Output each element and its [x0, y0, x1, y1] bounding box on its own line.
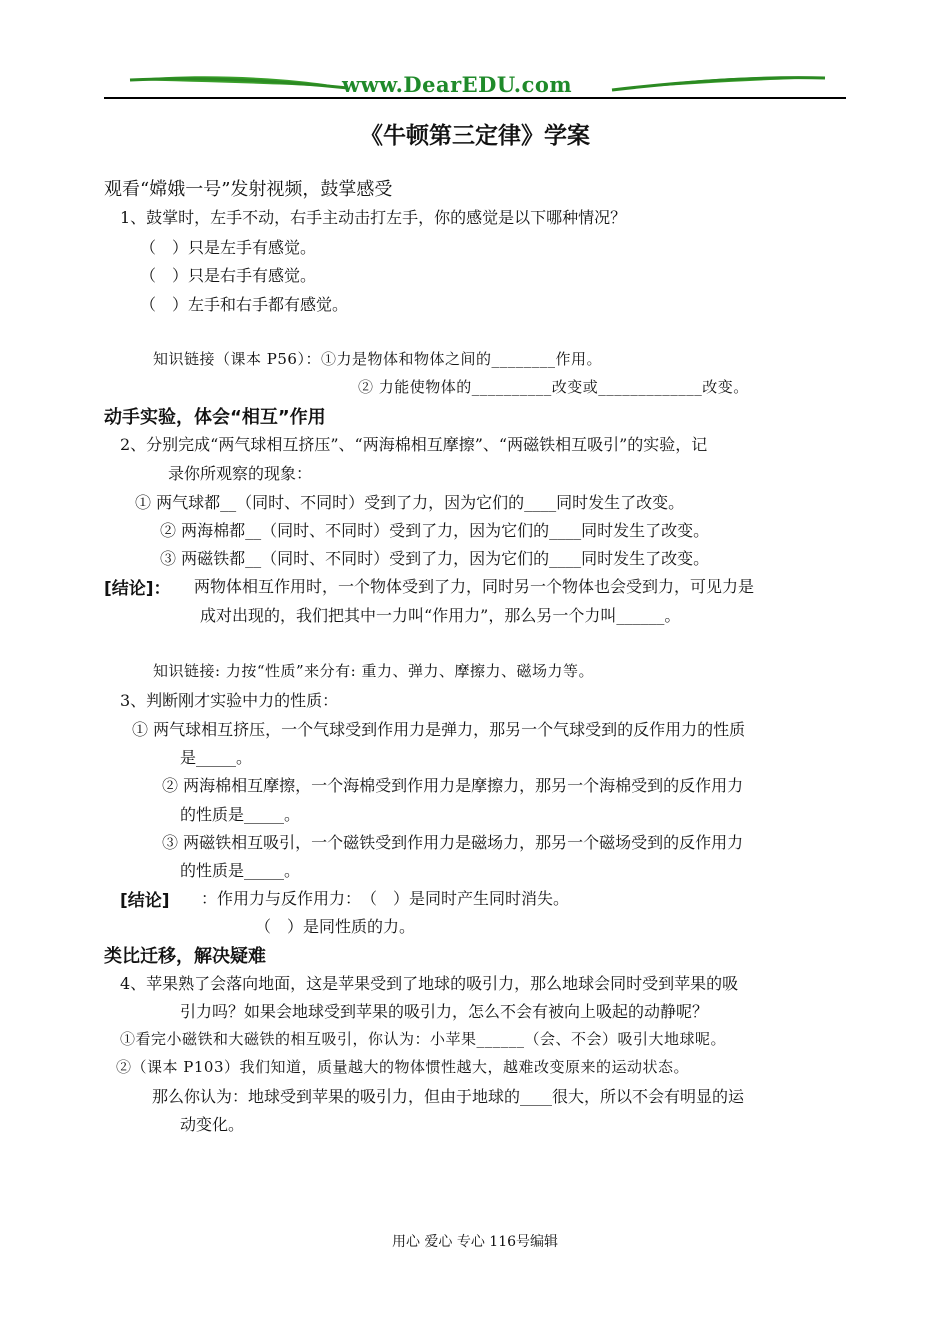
experiment-item-3: ③ 两磁铁都__（同时、不同时）受到了力，因为它们的____同时发生了改变。 [160, 549, 710, 568]
experiment-item-1: ① 两气球都__（同时、不同时）受到了力，因为它们的____同时发生了改变。 [135, 493, 685, 512]
conclusion-label-2: [结论] [120, 891, 170, 911]
section-heading-3: 类比迁移，解决疑难 [104, 946, 266, 967]
question-4-line1: 4、苹果熟了会落向地面，这是苹果受到了地球的吸引力，那么地球会同时受到苹果的吸 [120, 974, 739, 993]
option-3: （ ）左手和右手都有感觉。 [140, 295, 349, 314]
property-item-2-line2: 的性质是_____。 [180, 805, 301, 824]
question-1: 1、鼓掌时，左手不动，右手主动击打左手，你的感觉是以下哪种情况？ [120, 208, 627, 227]
logo-text: www.DearEDU.com [342, 72, 573, 97]
conclusion-1-line2: 成对出现的，我们把其中一力叫“作用力”，那么另一个力叫______。 [200, 606, 681, 625]
property-item-1-line1: ① 两气球相互挤压，一个气球受到作用力是弹力，那另一个气球受到的反作用力的性质 [132, 720, 746, 739]
analogy-item-2: ②（课本 P103）我们知道，质量越大的物体惯性越大，越难改变原来的运动状态。 [116, 1058, 689, 1076]
conclusion-2-line1: ：作用力与反作用力： （ ）是同时产生同时消失。 [201, 889, 570, 908]
page-title: 《牛顿第三定律》学案 [360, 123, 590, 149]
property-item-3-line2: 的性质是_____。 [180, 861, 301, 880]
option-2: （ ）只是右手有感觉。 [140, 266, 317, 285]
property-item-1-line2: 是_____。 [180, 748, 253, 767]
header-rule [104, 97, 846, 99]
analogy-item-1: ①看完小磁铁和大磁铁的相互吸引，你认为：小苹果______（会、不会）吸引大地球呢。 [120, 1030, 727, 1048]
property-item-3-line1: ③ 两磁铁相互吸引，一个磁铁受到作用力是磁场力，那另一个磁场受到的反作用力 [162, 833, 744, 852]
analogy-item-2-line3: 动变化。 [180, 1115, 245, 1134]
conclusion-2-line2: （ ）是同性质的力。 [255, 917, 416, 936]
section-heading-1: 观看“嫦娥一号”发射视频，鼓掌感受 [104, 179, 393, 200]
knowledge-link-1a: 知识链接（课本 P56）：①力是物体和物体之间的________作用。 [153, 350, 602, 368]
question-4-line2: 引力吗？如果会地球受到苹果的吸引力，怎么不会有被向上吸起的动静呢？ [180, 1002, 709, 1021]
option-1: （ ）只是左手有感觉。 [140, 238, 317, 257]
conclusion-label-1: [结论]： [104, 579, 171, 599]
experiment-item-2: ② 两海棉都__（同时、不同时）受到了力，因为它们的____同时发生了改变。 [160, 521, 710, 540]
question-2-line1: 2、分别完成“两气球相互挤压”、“两海棉相互摩擦”、“两磁铁相互吸引”的实验，记 [120, 435, 708, 454]
property-item-2-line1: ② 两海棉相互摩擦，一个海棉受到作用力是摩擦力，那另一个海棉受到的反作用力 [162, 776, 744, 795]
analogy-item-2-line2: 那么你认为：地球受到苹果的吸引力，但由于地球的____很大，所以不会有明显的运 [152, 1087, 745, 1106]
question-3: 3、判断刚才实验中力的性质： [120, 691, 339, 710]
footer-text: 用心 爱心 专心 116号编辑 [391, 1234, 559, 1250]
knowledge-link-1b: ② 力能使物体的__________改变或_____________改变。 [358, 378, 749, 396]
conclusion-1-line1: 两物体相互作用时，一个物体受到了力，同时另一个物体也会受到力，可见力是 [194, 577, 755, 596]
section-heading-2: 动手实验，体会“相互”作用 [104, 407, 326, 428]
question-2-line2: 录你所观察的现象： [168, 464, 313, 483]
knowledge-link-2: 知识链接: 力按“性质”来分有: 重力、弹力、摩擦力、磁场力等。 [153, 662, 594, 680]
